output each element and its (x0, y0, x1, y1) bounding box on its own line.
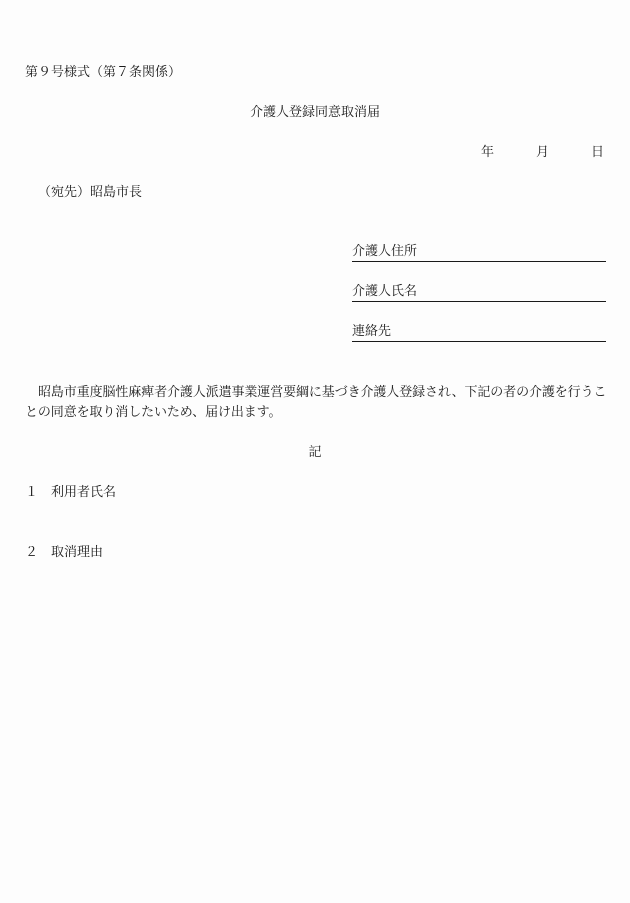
declaration-text: 昭島市重度脳性麻痺者介護人派遣事業運営要綱に基づき介護人登録され、下記の者の介護を行うことの同意を取り消したいため、届け出ます。 (25, 385, 607, 420)
item-label: 利用者氏名 (51, 485, 117, 500)
item-label: 取消理由 (51, 545, 104, 560)
ki-heading: 記 (308, 445, 322, 460)
caregiver-address-label: 介護人住所 (352, 244, 418, 259)
list-item-cancel-reason (25, 545, 103, 561)
form-number: 第９号様式（第７条関係） (25, 65, 182, 80)
date-day-label: 日 (590, 145, 604, 160)
caregiver-name-field[interactable] (352, 283, 606, 302)
contact-field[interactable] (352, 323, 606, 342)
contact-label: 連絡先 (352, 324, 392, 339)
addressee: （宛先）昭島市長 (38, 185, 143, 200)
date-year-label: 年 (480, 145, 494, 160)
caregiver-name-label: 介護人氏名 (352, 284, 418, 299)
document-title: 介護人登録同意取消届 (249, 105, 380, 120)
item-number: ２ (25, 545, 39, 560)
date-line (481, 145, 604, 161)
caregiver-address-field[interactable] (352, 243, 606, 262)
item-number: １ (25, 485, 39, 500)
date-month-label: 月 (535, 145, 549, 160)
list-item-user-name (25, 485, 116, 501)
